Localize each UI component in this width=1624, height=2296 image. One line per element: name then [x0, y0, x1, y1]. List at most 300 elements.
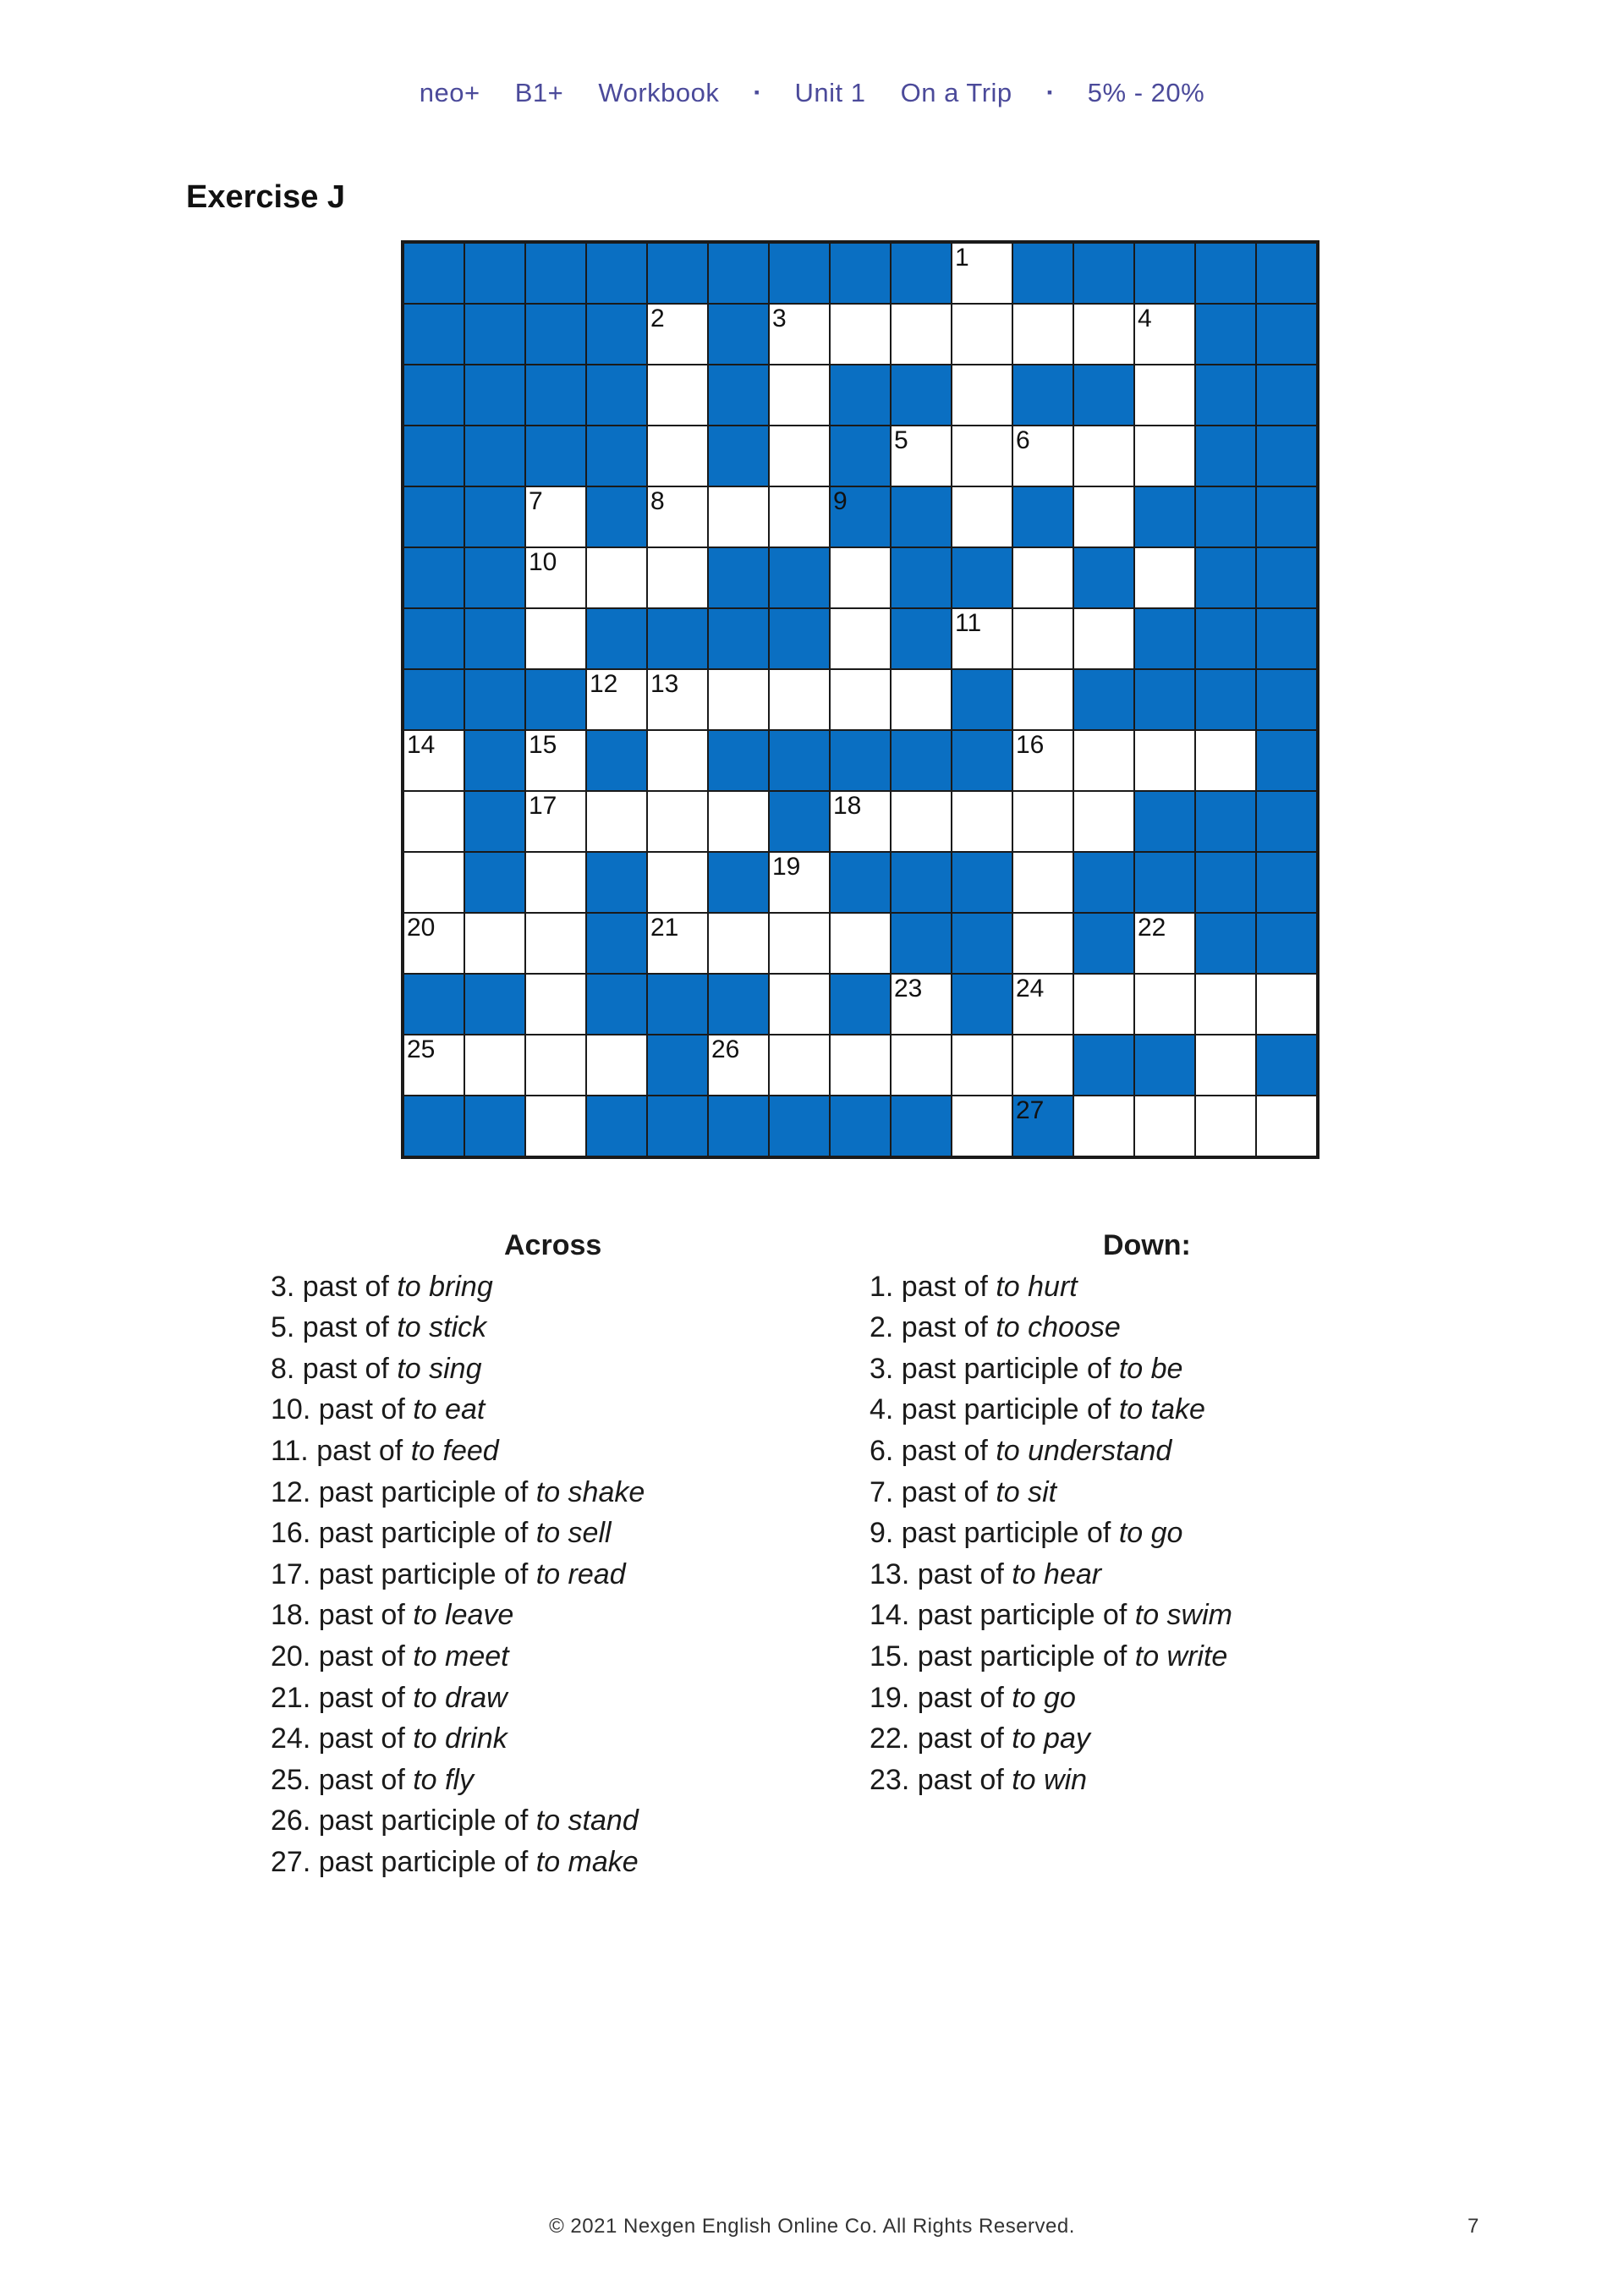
down-clue [870, 1431, 1343, 1472]
down-clue [870, 1266, 1343, 1308]
crossword-answer-cell[interactable] [1074, 1096, 1133, 1156]
clue-verb: to sell [535, 1517, 612, 1550]
crossword-block-cell [1196, 305, 1255, 364]
crossword-answer-cell[interactable] [1135, 305, 1194, 364]
crossword-block-cell [831, 487, 890, 547]
crossword-block-cell [587, 244, 646, 303]
crossword-answer-cell[interactable] [1257, 1096, 1316, 1156]
crossword-answer-cell[interactable] [1196, 1096, 1255, 1156]
crossword-answer-cell[interactable] [952, 426, 1012, 486]
clue-number: 6 [1016, 426, 1030, 454]
crossword-answer-cell[interactable] [892, 975, 951, 1034]
crossword-answer-cell[interactable] [587, 548, 646, 607]
crossword-answer-cell[interactable] [526, 548, 585, 607]
clue-text: 13. past of [870, 1557, 1012, 1590]
crossword-answer-cell[interactable] [770, 1035, 829, 1095]
crossword-answer-cell[interactable] [952, 1096, 1012, 1156]
crossword-block-cell [1135, 853, 1194, 912]
clue-number: 5 [894, 426, 908, 454]
clue-number: 7 [529, 487, 543, 515]
crossword-block-cell [587, 426, 646, 486]
crossword-answer-cell[interactable] [770, 914, 829, 973]
crossword-block-cell [648, 244, 707, 303]
clue-number: 16 [1016, 731, 1045, 759]
crossword-block-cell [892, 365, 951, 425]
crossword-block-cell [1074, 548, 1133, 607]
crossword-block-cell [1257, 670, 1316, 729]
crossword-answer-cell[interactable] [526, 792, 585, 851]
clue-text: 2. past of [870, 1311, 996, 1344]
crossword-answer-cell[interactable] [952, 365, 1012, 425]
across-heading: Across [504, 1229, 602, 1261]
down-clue [870, 1472, 1343, 1513]
crossword-answer-cell[interactable] [1074, 305, 1133, 364]
crossword-answer-cell[interactable] [526, 1096, 585, 1156]
crossword-block-cell [1257, 426, 1316, 486]
crossword-block-cell [1013, 365, 1073, 425]
clue-verb: to feed [410, 1434, 499, 1467]
crossword-answer-cell[interactable] [648, 792, 707, 851]
crossword-block-cell [1074, 244, 1133, 303]
crossword-block-cell [404, 1096, 464, 1156]
crossword-answer-cell[interactable] [1135, 548, 1194, 607]
crossword-answer-cell[interactable] [770, 487, 829, 547]
crossword-block-cell [1013, 487, 1073, 547]
footer-copyright: © 2021 Nexgen English Online Co. All Rights Reserved. [549, 2215, 1075, 2238]
clue-number: 14 [407, 731, 436, 759]
crossword-block-cell [952, 731, 1012, 790]
crossword-block-cell [465, 975, 524, 1034]
crossword-block-cell [770, 731, 829, 790]
crossword-block-cell [404, 244, 464, 303]
clue-text: 22. past of [870, 1722, 1012, 1755]
crossword-answer-cell[interactable] [1013, 731, 1073, 790]
crossword-block-cell [404, 426, 464, 486]
crossword-block-cell [1196, 792, 1255, 851]
crossword-answer-cell[interactable] [1074, 426, 1133, 486]
crossword-block-cell [587, 487, 646, 547]
across-clue [271, 1472, 710, 1513]
clue-verb: to be [1118, 1352, 1183, 1385]
crossword-answer-cell[interactable] [1013, 853, 1073, 912]
down-clue [870, 1513, 1343, 1554]
crossword-block-cell [526, 426, 585, 486]
clue-text: 3. past participle of [870, 1352, 1119, 1385]
across-clue [271, 1266, 710, 1308]
crossword-block-cell [1196, 426, 1255, 486]
crossword-block-cell [404, 305, 464, 364]
crossword-block-cell [1196, 365, 1255, 425]
clue-text: 25. past of [271, 1763, 414, 1796]
crossword-answer-cell[interactable] [709, 792, 768, 851]
crossword-block-cell [1074, 1035, 1133, 1095]
crossword-answer-cell[interactable] [404, 792, 464, 851]
clue-text: 7. past of [870, 1475, 996, 1508]
crossword-answer-cell[interactable] [587, 792, 646, 851]
crossword-answer-cell[interactable] [770, 853, 829, 912]
crossword-block-cell [587, 914, 646, 973]
crossword-block-cell [1257, 548, 1316, 607]
crossword-answer-cell[interactable] [831, 670, 890, 729]
crossword-block-cell [404, 365, 464, 425]
crossword-block-cell [465, 792, 524, 851]
crossword-answer-cell[interactable] [770, 426, 829, 486]
down-heading: Down: [1103, 1229, 1191, 1261]
crossword-answer-cell[interactable] [404, 731, 464, 790]
crossword-block-cell [648, 1096, 707, 1156]
crossword-answer-cell[interactable] [1013, 914, 1073, 973]
clue-number: 3 [772, 305, 787, 332]
crossword-block-cell [404, 975, 464, 1034]
crossword-answer-cell[interactable] [526, 731, 585, 790]
crossword-block-cell [465, 1096, 524, 1156]
crossword-block-cell [1257, 487, 1316, 547]
clue-verb: to take [1118, 1393, 1205, 1426]
clue-verb: to choose [996, 1311, 1121, 1344]
clue-verb: to go [1118, 1517, 1183, 1550]
crossword-block-cell [709, 731, 768, 790]
across-clue [271, 1513, 710, 1554]
crossword-answer-cell[interactable] [587, 1035, 646, 1095]
clue-text: 8. past of [271, 1352, 398, 1385]
crossword-answer-cell[interactable] [831, 548, 890, 607]
down-clue [870, 1348, 1343, 1390]
down-clue [870, 1307, 1343, 1348]
crossword-answer-cell[interactable] [1074, 487, 1133, 547]
crossword-block-cell [831, 975, 890, 1034]
clue-text: 14. past participle of [870, 1599, 1135, 1632]
crossword-answer-cell[interactable] [1074, 731, 1133, 790]
crossword-answer-cell[interactable] [648, 853, 707, 912]
crossword-answer-cell[interactable] [770, 365, 829, 425]
crossword-answer-cell[interactable] [648, 670, 707, 729]
crossword-answer-cell[interactable] [648, 548, 707, 607]
down-clue [870, 1718, 1343, 1760]
header-brand: neo+ [419, 78, 480, 107]
crossword-block-cell [1257, 365, 1316, 425]
crossword-block-cell [587, 609, 646, 668]
crossword-block-cell [892, 731, 951, 790]
crossword-answer-cell[interactable] [648, 305, 707, 364]
crossword-answer-cell[interactable] [1013, 609, 1073, 668]
clue-number: 21 [650, 914, 679, 942]
crossword-answer-cell[interactable] [526, 975, 585, 1034]
clue-number: 19 [772, 853, 801, 881]
crossword-answer-cell[interactable] [831, 305, 890, 364]
crossword-answer-cell[interactable] [1074, 609, 1133, 668]
crossword-block-cell [465, 305, 524, 364]
crossword-answer-cell[interactable] [770, 975, 829, 1034]
crossword-block-cell [1257, 305, 1316, 364]
crossword-block-cell [831, 365, 890, 425]
clue-text: 24. past of [271, 1722, 414, 1755]
crossword-answer-cell[interactable] [831, 914, 890, 973]
clue-text: 6. past of [870, 1434, 996, 1467]
crossword-answer-cell[interactable] [831, 792, 890, 851]
crossword-block-cell [587, 365, 646, 425]
crossword-block-cell [526, 244, 585, 303]
clue-number: 18 [833, 792, 862, 820]
down-clue [870, 1389, 1343, 1431]
crossword-block-cell [1257, 792, 1316, 851]
crossword-answer-cell[interactable] [526, 853, 585, 912]
crossword-answer-cell[interactable] [709, 914, 768, 973]
header-separator-icon: ▪ [754, 84, 760, 101]
crossword-answer-cell[interactable] [404, 1035, 464, 1095]
crossword-block-cell [770, 609, 829, 668]
crossword-answer-cell[interactable] [892, 1035, 951, 1095]
crossword-answer-cell[interactable] [1074, 975, 1133, 1034]
crossword-block-cell [892, 853, 951, 912]
down-clue [870, 1554, 1343, 1596]
crossword-answer-cell[interactable] [465, 1035, 524, 1095]
clue-verb: to drink [413, 1722, 508, 1755]
crossword-block-cell [770, 792, 829, 851]
crossword-block-cell [952, 548, 1012, 607]
crossword-answer-cell[interactable] [1135, 365, 1194, 425]
crossword-answer-cell[interactable] [892, 305, 951, 364]
crossword-answer-cell[interactable] [1013, 670, 1073, 729]
crossword-answer-cell[interactable] [404, 853, 464, 912]
header-book: Workbook [598, 78, 720, 107]
clue-text: 23. past of [870, 1763, 1012, 1796]
across-clue [271, 1554, 710, 1596]
crossword-block-cell [465, 670, 524, 729]
across-clue [271, 1636, 710, 1678]
crossword-answer-cell[interactable] [1135, 731, 1194, 790]
clue-verb: to pay [1012, 1722, 1090, 1755]
crossword-answer-cell[interactable] [709, 670, 768, 729]
crossword-block-cell [892, 914, 951, 973]
clue-verb: to swim [1134, 1599, 1232, 1632]
clue-verb: to write [1134, 1640, 1228, 1673]
crossword-block-cell [1196, 487, 1255, 547]
crossword-block-cell [1074, 670, 1133, 729]
crossword-answer-cell[interactable] [770, 670, 829, 729]
crossword-block-cell [1135, 792, 1194, 851]
clue-verb: to sit [996, 1475, 1057, 1508]
crossword-answer-cell[interactable] [648, 365, 707, 425]
crossword-answer-cell[interactable] [1135, 1096, 1194, 1156]
crossword-block-cell [465, 609, 524, 668]
crossword-answer-cell[interactable] [952, 792, 1012, 851]
clue-verb: to read [535, 1557, 626, 1590]
crossword-answer-cell[interactable] [952, 244, 1012, 303]
crossword-block-cell [952, 914, 1012, 973]
crossword-block-cell [1013, 1096, 1073, 1156]
crossword-block-cell [831, 731, 890, 790]
down-clue [870, 1678, 1343, 1719]
across-clue [271, 1718, 710, 1760]
clue-text: 27. past participle of [271, 1845, 536, 1878]
crossword-answer-cell[interactable] [1013, 975, 1073, 1034]
crossword-answer-cell[interactable] [709, 487, 768, 547]
down-clue [870, 1636, 1343, 1678]
crossword-answer-cell[interactable] [648, 487, 707, 547]
crossword-block-cell [1196, 548, 1255, 607]
crossword-answer-cell[interactable] [587, 670, 646, 729]
clue-verb: to make [535, 1845, 639, 1878]
crossword-block-cell [1196, 609, 1255, 668]
clue-number: 13 [650, 670, 679, 698]
across-clue [271, 1348, 710, 1390]
across-clue [271, 1595, 710, 1636]
crossword-block-cell [587, 975, 646, 1034]
crossword-block-cell [709, 1096, 768, 1156]
clue-verb: to hurt [996, 1270, 1078, 1303]
crossword-answer-cell[interactable] [952, 305, 1012, 364]
crossword-answer-cell[interactable] [1013, 426, 1073, 486]
clue-number: 11 [955, 609, 982, 637]
clue-text: 17. past participle of [271, 1557, 536, 1590]
clue-number: 22 [1138, 914, 1166, 942]
crossword-block-cell [465, 365, 524, 425]
clue-number: 23 [894, 975, 923, 1002]
crossword-block-cell [709, 305, 768, 364]
crossword-block-cell [831, 853, 890, 912]
clue-number: 17 [529, 792, 557, 820]
crossword-block-cell [892, 487, 951, 547]
clue-number: 9 [833, 487, 848, 515]
clue-verb: to meet [413, 1640, 509, 1673]
crossword-block-cell [1196, 914, 1255, 973]
clue-verb: to understand [996, 1434, 1172, 1467]
across-clue [271, 1431, 710, 1472]
crossword-answer-cell[interactable] [952, 487, 1012, 547]
crossword-answer-cell[interactable] [1196, 975, 1255, 1034]
crossword-answer-cell[interactable] [952, 609, 1012, 668]
crossword-block-cell [1135, 244, 1194, 303]
clue-text: 1. past of [870, 1270, 996, 1303]
crossword-block-cell [892, 548, 951, 607]
crossword-answer-cell[interactable] [1074, 792, 1133, 851]
crossword-answer-cell[interactable] [892, 792, 951, 851]
crossword-block-cell [1196, 244, 1255, 303]
across-clue [271, 1307, 710, 1348]
crossword-block-cell [1074, 853, 1133, 912]
clue-text: 4. past participle of [870, 1393, 1119, 1426]
crossword-answer-cell[interactable] [1196, 731, 1255, 790]
crossword-block-cell [404, 487, 464, 547]
crossword-block-cell [465, 731, 524, 790]
crossword-answer-cell[interactable] [526, 609, 585, 668]
crossword-block-cell [709, 426, 768, 486]
crossword-block-cell [1135, 670, 1194, 729]
header-separator-icon: ▪ [1046, 84, 1053, 101]
crossword-answer-cell[interactable] [831, 1035, 890, 1095]
crossword-block-cell [404, 609, 464, 668]
clue-number: 4 [1138, 305, 1152, 332]
crossword-answer-cell[interactable] [709, 1035, 768, 1095]
crossword-answer-cell[interactable] [1013, 548, 1073, 607]
crossword-block-cell [892, 609, 951, 668]
crossword-answer-cell[interactable] [1135, 975, 1194, 1034]
crossword-answer-cell[interactable] [892, 426, 951, 486]
crossword-block-cell [770, 1096, 829, 1156]
crossword-answer-cell[interactable] [1196, 1035, 1255, 1095]
clue-text: 12. past participle of [271, 1475, 536, 1508]
crossword-block-cell [465, 244, 524, 303]
clue-number: 20 [407, 914, 436, 942]
clue-verb: to bring [397, 1270, 493, 1303]
crossword-answer-cell[interactable] [465, 914, 524, 973]
crossword-block-cell [648, 1035, 707, 1095]
crossword-block-cell [1074, 914, 1133, 973]
crossword-answer-cell[interactable] [1013, 792, 1073, 851]
crossword-block-cell [1196, 853, 1255, 912]
crossword-answer-cell[interactable] [1135, 914, 1194, 973]
clue-verb: to shake [535, 1475, 645, 1508]
crossword-answer-cell[interactable] [526, 914, 585, 973]
crossword-block-cell [1257, 1035, 1316, 1095]
clue-verb: to stand [535, 1804, 639, 1837]
clue-text: 20. past of [271, 1640, 414, 1673]
crossword-block-cell [709, 609, 768, 668]
clue-text: 21. past of [271, 1681, 414, 1714]
crossword-block-cell [709, 244, 768, 303]
clue-text: 18. past of [271, 1599, 414, 1632]
clue-verb: to hear [1012, 1557, 1102, 1590]
clue-number: 12 [590, 670, 618, 698]
crossword-answer-cell[interactable] [1013, 1035, 1073, 1095]
clue-text: 15. past participle of [870, 1640, 1135, 1673]
clue-verb: to stick [397, 1311, 487, 1344]
crossword-block-cell [952, 975, 1012, 1034]
across-clue [271, 1760, 710, 1801]
down-clue [870, 1760, 1343, 1801]
clue-verb: to leave [413, 1599, 514, 1632]
crossword-answer-cell[interactable] [1257, 975, 1316, 1034]
crossword-block-cell [952, 853, 1012, 912]
crossword-answer-cell[interactable] [526, 487, 585, 547]
crossword-block-cell [1257, 244, 1316, 303]
crossword-answer-cell[interactable] [526, 1035, 585, 1095]
crossword-answer-cell[interactable] [1135, 426, 1194, 486]
crossword-block-cell [587, 853, 646, 912]
crossword-block-cell [404, 670, 464, 729]
across-clue [271, 1800, 710, 1842]
crossword-block-cell [1135, 609, 1194, 668]
crossword-block-cell [1074, 365, 1133, 425]
clue-verb: to win [1012, 1763, 1088, 1796]
crossword-block-cell [1257, 609, 1316, 668]
clue-text: 16. past participle of [271, 1517, 536, 1550]
crossword-answer-cell[interactable] [892, 670, 951, 729]
crossword-answer-cell[interactable] [952, 1035, 1012, 1095]
crossword-answer-cell[interactable] [648, 426, 707, 486]
crossword-block-cell [587, 305, 646, 364]
crossword-block-cell [1257, 914, 1316, 973]
crossword-block-cell [1257, 853, 1316, 912]
clue-text: 9. past participle of [870, 1517, 1119, 1550]
crossword-answer-cell[interactable] [404, 914, 464, 973]
page-number: 7 [1468, 2215, 1479, 2238]
clue-number: 1 [955, 244, 969, 272]
crossword-block-cell [587, 731, 646, 790]
crossword-answer-cell[interactable] [648, 914, 707, 973]
header-level: B1+ [514, 78, 564, 107]
exercise-title: Exercise J [186, 179, 346, 215]
crossword-answer-cell[interactable] [831, 609, 890, 668]
down-clue [870, 1595, 1343, 1636]
crossword-block-cell [709, 853, 768, 912]
crossword-answer-cell[interactable] [1013, 305, 1073, 364]
across-clue [271, 1389, 710, 1431]
crossword-block-cell [587, 1096, 646, 1156]
crossword-answer-cell[interactable] [770, 305, 829, 364]
crossword-answer-cell[interactable] [648, 731, 707, 790]
header-unit-title: On a Trip [900, 78, 1012, 107]
